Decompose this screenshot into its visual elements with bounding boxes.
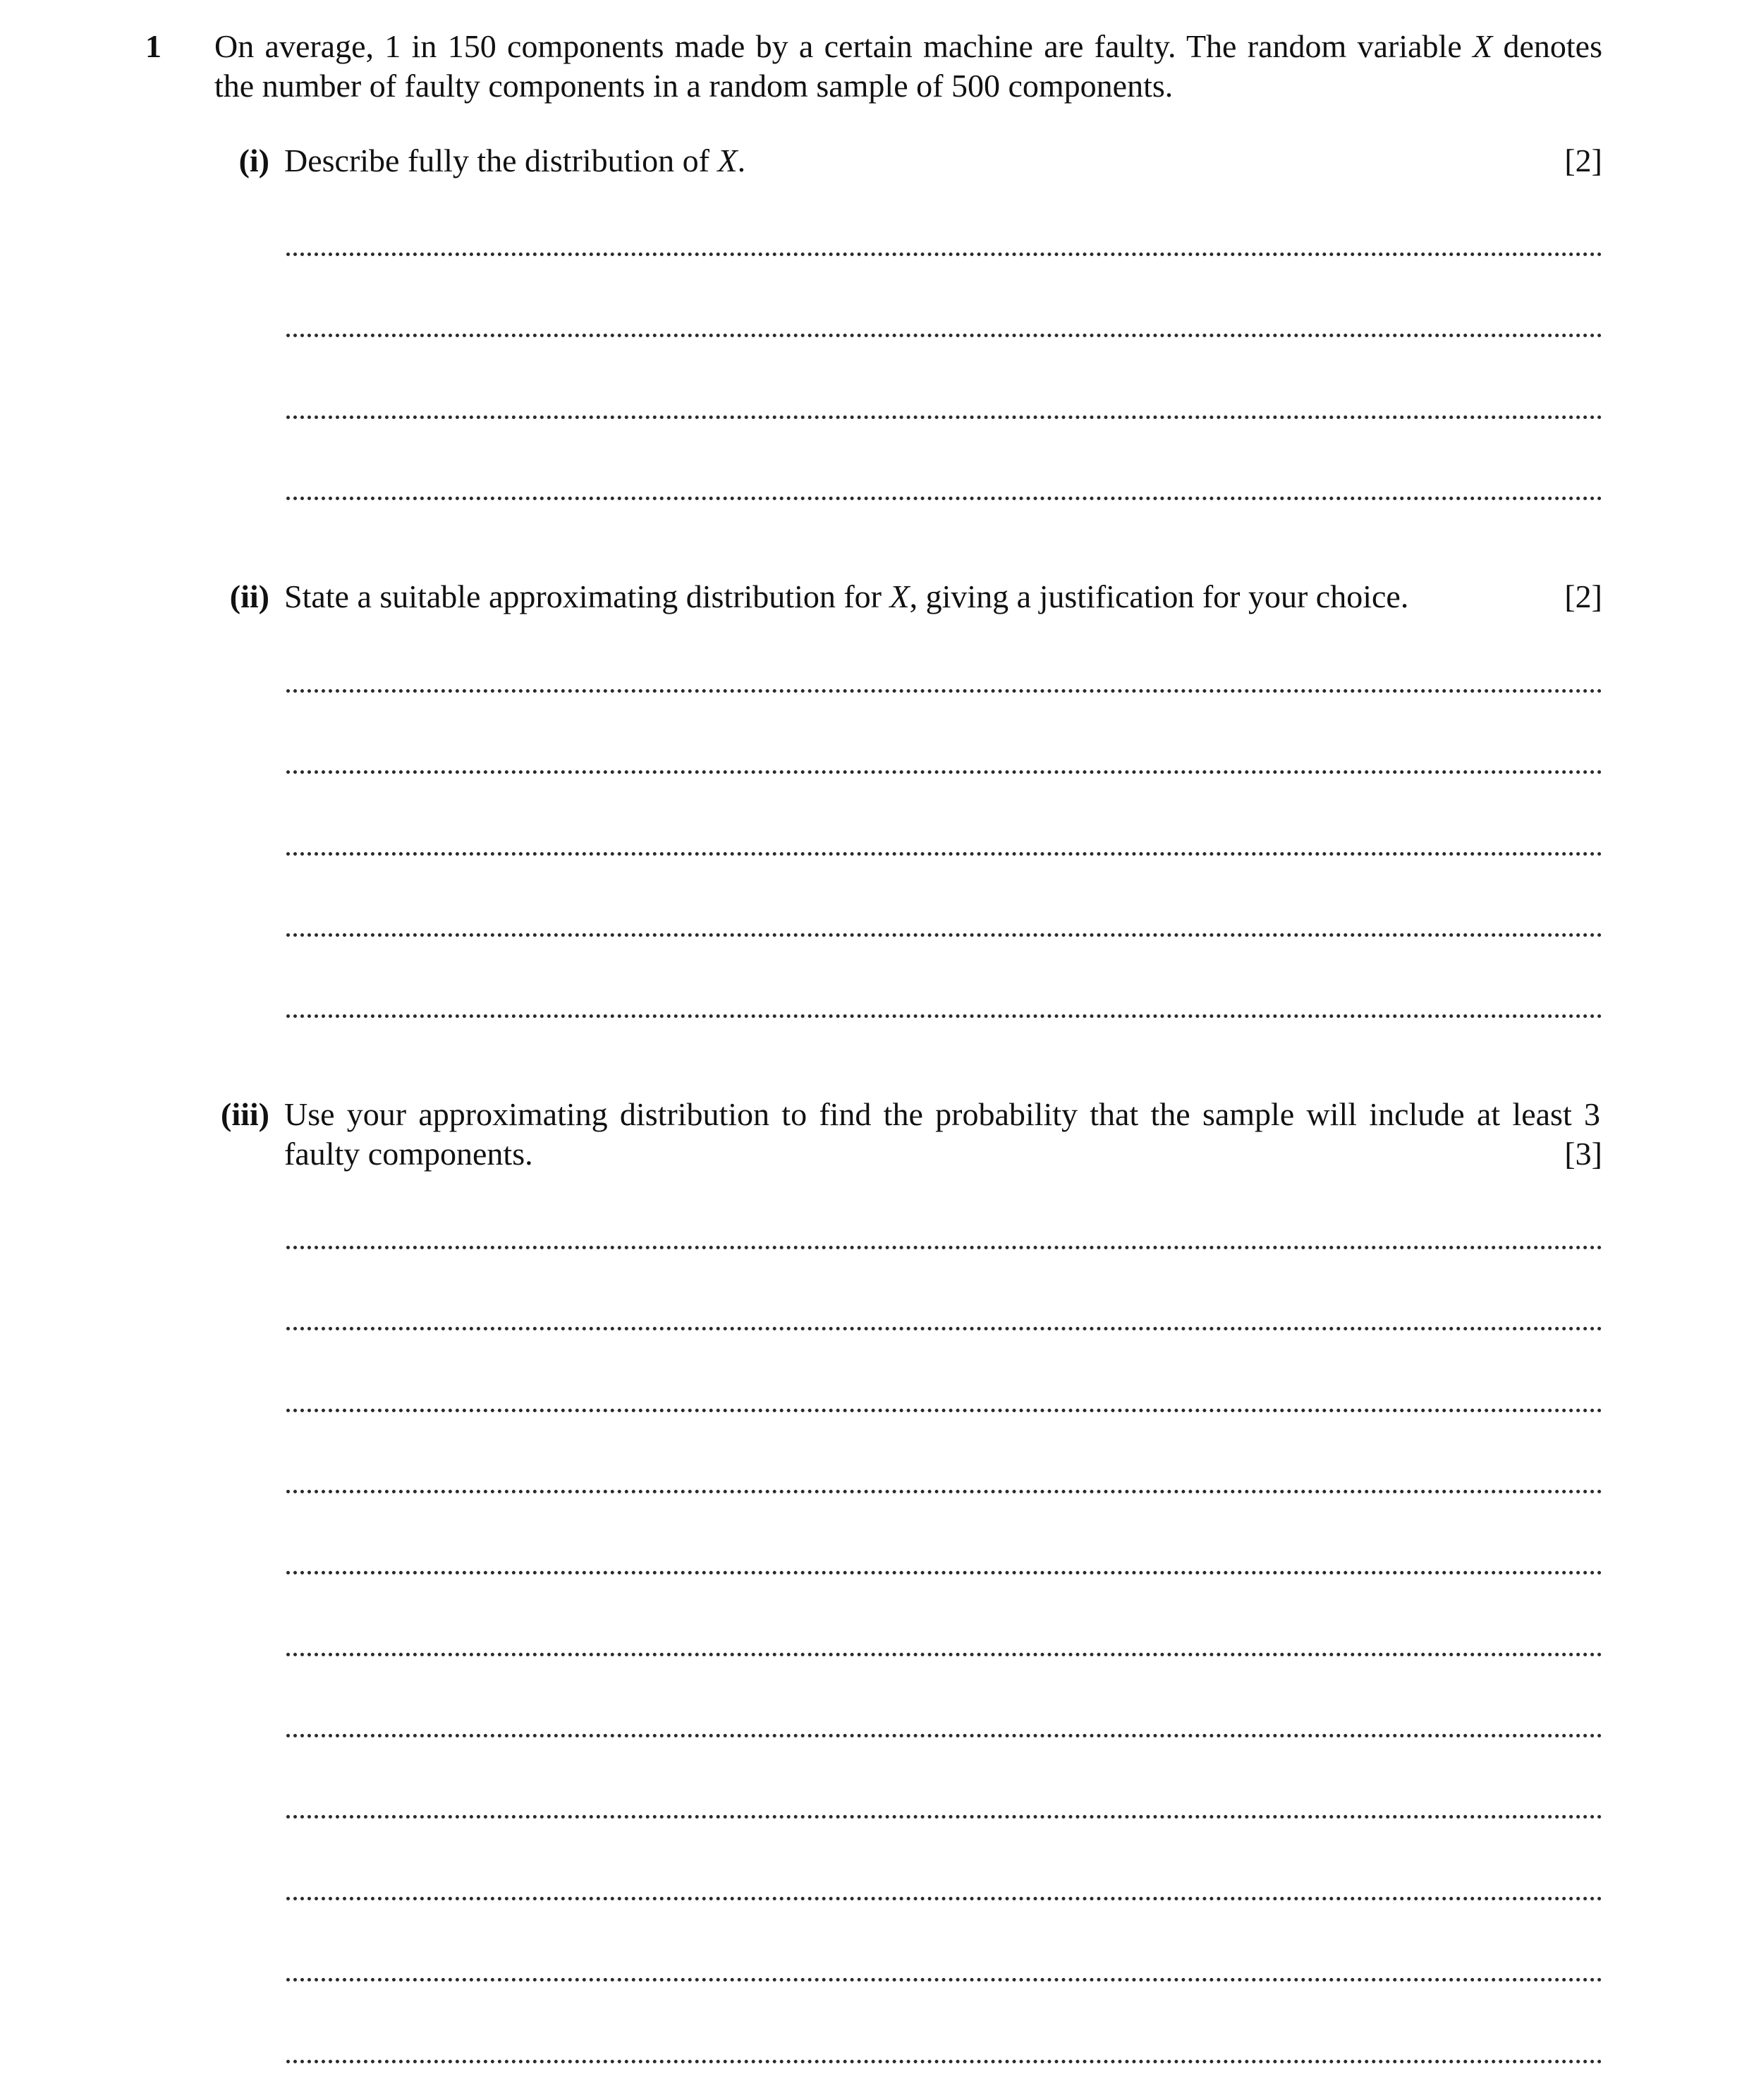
- part-iii-marks: [3]: [1564, 1136, 1602, 1172]
- part-i-label: (i): [238, 142, 269, 178]
- answer-line[interactable]: [286, 1734, 1602, 1737]
- answer-line[interactable]: [286, 689, 1602, 693]
- answer-line[interactable]: [286, 415, 1602, 419]
- answer-line[interactable]: [286, 1246, 1602, 1249]
- part-ii-text-start: State a suitable approximating distribution for: [284, 578, 890, 614]
- part-ii-variable: X: [889, 578, 910, 614]
- part-i-text-start: Describe fully the distribution of: [284, 142, 718, 178]
- answer-line[interactable]: [286, 334, 1602, 337]
- part-iii-label: (iii): [221, 1096, 269, 1132]
- answer-line[interactable]: [286, 1327, 1602, 1330]
- answer-line[interactable]: [286, 1815, 1602, 1819]
- part-ii-question: [284, 577, 1408, 617]
- part-iii-question: Use your approximating distribution to find the probability that the sample will include at least 3 faulty components.: [284, 1096, 1600, 1172]
- question-number: 1: [145, 28, 162, 64]
- answer-line[interactable]: [286, 253, 1602, 256]
- question-stem: [214, 27, 1602, 106]
- part-i-question: [284, 141, 745, 181]
- answer-line[interactable]: [286, 1490, 1602, 1493]
- answer-line[interactable]: [286, 1571, 1602, 1574]
- answer-line[interactable]: [286, 1897, 1602, 1900]
- part-i-marks: [2]: [1564, 142, 1602, 178]
- part-ii-text-end: , giving a justification for your choice.: [909, 578, 1409, 614]
- answer-line[interactable]: [286, 2060, 1602, 2063]
- part-i-text-end: .: [737, 142, 746, 178]
- answer-line[interactable]: [286, 1409, 1602, 1412]
- answer-line[interactable]: [286, 1978, 1602, 1981]
- stem-variable: X: [1473, 28, 1493, 64]
- answer-line[interactable]: [286, 770, 1602, 774]
- stem-text-end: denotes the number of faulty components in a random sample of 500 components.: [214, 28, 1603, 104]
- part-ii-label: (ii): [229, 578, 269, 614]
- part-i-variable: X: [717, 142, 738, 178]
- answer-line[interactable]: [286, 497, 1602, 500]
- answer-line[interactable]: [286, 852, 1602, 856]
- answer-line[interactable]: [286, 933, 1602, 937]
- stem-text-start: On average, 1 in 150 components made by a certain machine are faulty. The random variable: [214, 28, 1473, 64]
- answer-line[interactable]: [286, 1014, 1602, 1018]
- part-ii-marks: [2]: [1564, 578, 1602, 614]
- answer-line[interactable]: [286, 1653, 1602, 1656]
